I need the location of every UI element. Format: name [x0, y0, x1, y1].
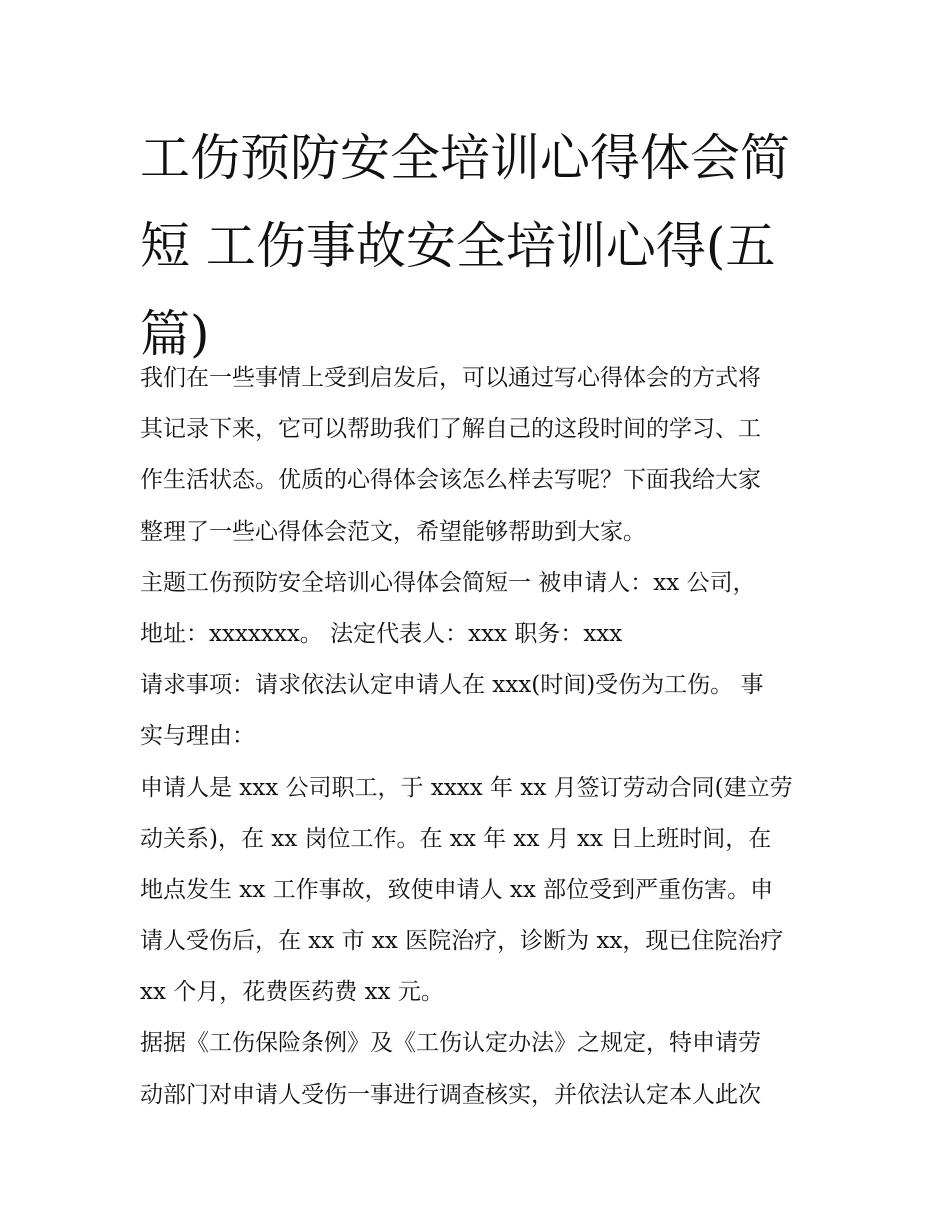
body-line: 申请人是 xxx 公司职工，于 xxxx 年 xx 月签订劳动合同(建立劳 [140, 774, 793, 801]
body-line: 实与理由： [140, 723, 255, 750]
body-line: 地点发生 xx 工作事故，致使申请人 xx 部位受到严重伤害。申 [140, 876, 774, 903]
body-line: xx 个月，花费医药费 xx 元。 [140, 979, 444, 1006]
body-line: 地址：xxxxxxx。 法定代表人：xxx 职务：xxx [140, 620, 623, 647]
document-title [140, 114, 820, 378]
body-line: 整理了一些心得体会范文，希望能够帮助到大家。 [140, 518, 646, 545]
title-line-1: 工伤预防安全培训心得体会简 [140, 129, 790, 187]
body-line: 主题工伤预防安全培训心得体会简短一 被申请人：xx 公司， [140, 569, 756, 596]
title-line-3: 篇) [140, 305, 210, 363]
body-line: 作生活状态。优质的心得体会该怎么样去写呢？下面我给大家 [140, 467, 761, 494]
body-line: 动部门对申请人受伤一事进行调查核实，并依法认定本人此次 [140, 1081, 761, 1108]
body-line: 动关系)，在 xx 岗位工作。在 xx 年 xx 月 xx 日上班时间，在 [140, 825, 772, 852]
body-line: 据据《工伤保险条例》及《工伤认定办法》之规定，特申请劳 [140, 1030, 761, 1057]
body-line: 其记录下来，它可以帮助我们了解自己的这段时间的学习、工 [140, 416, 761, 443]
title-line-2: 短 工伤事故安全培训心得(五 [140, 217, 776, 275]
body-line: 我们在一些事情上受到启发后，可以通过写心得体会的方式将 [140, 365, 761, 391]
body-line: 请人受伤后，在 xx 市 xx 医院治疗，诊断为 xx，现已住院治疗 [140, 928, 784, 955]
document-body [140, 353, 820, 1121]
body-line: 请求事项：请求依法认定申请人在 xxx(时间)受伤为工伤。 事 [140, 672, 764, 699]
